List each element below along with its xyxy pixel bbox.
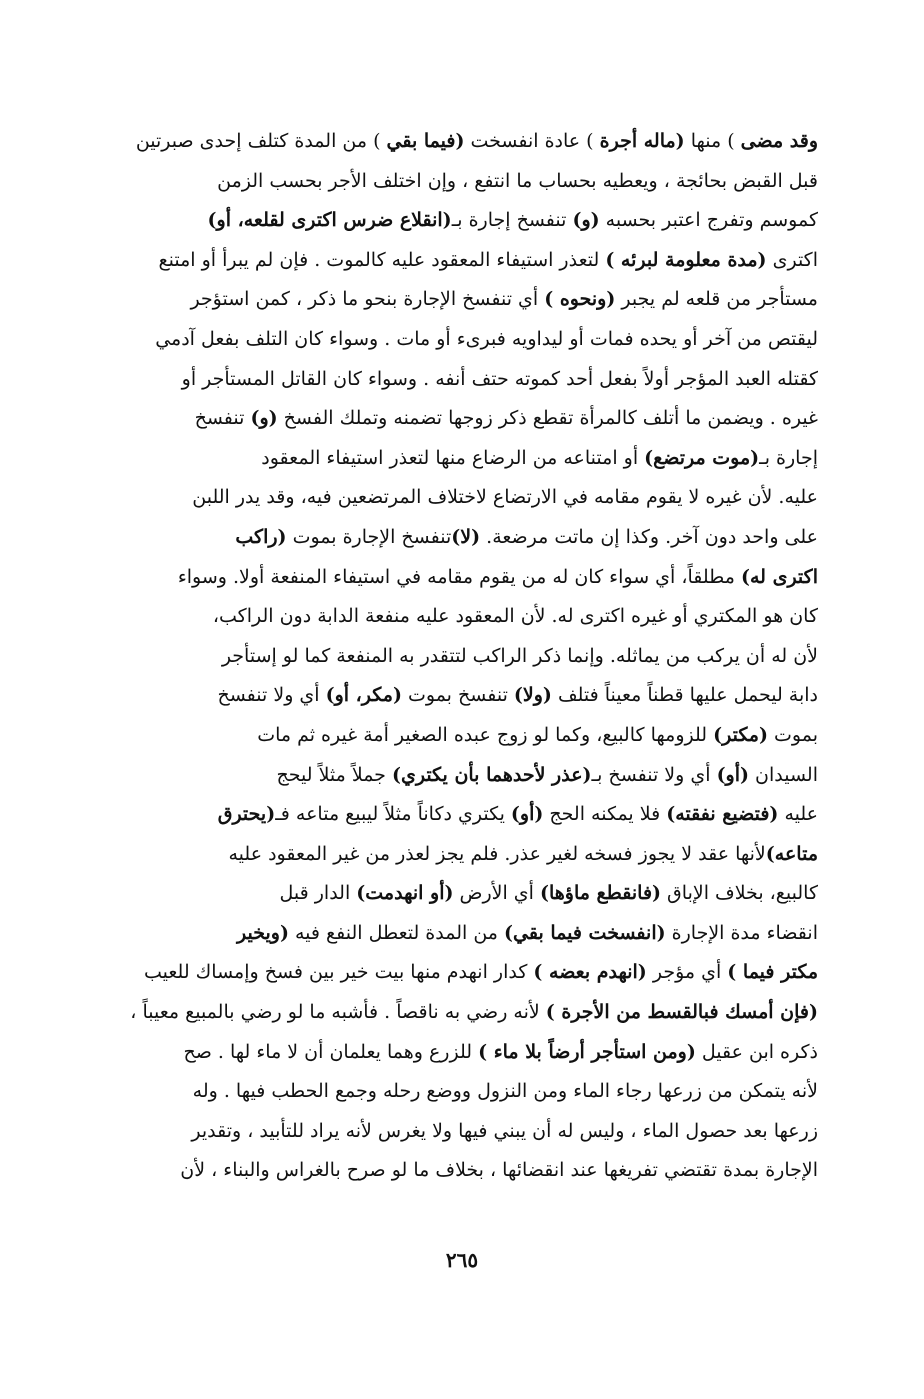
text-run: تنفسخ الإجارة بموت (286, 525, 452, 548)
text-line (118, 676, 818, 716)
text-run: إجارة بـ (759, 446, 818, 469)
text-run: أي ولا تنفسخ بـ (591, 763, 717, 786)
bold-phrase: (ومن استأجر أرضاً بلا ماء ) (478, 1040, 696, 1063)
bold-phrase: (فإن أمسك فبالقسط من الأجرة ) (545, 1001, 818, 1024)
text-line (118, 201, 818, 241)
bold-phrase: (ولا) (513, 684, 552, 707)
text-line (118, 122, 818, 162)
text-run: فلا يمكنه الحج (543, 803, 667, 826)
text-run: مستأجر من قلعه لم يجبر (615, 288, 818, 311)
text-run: انقضاء مدة الإجارة (665, 921, 818, 944)
bold-phrase: (أو) (716, 763, 749, 786)
bold-phrase: (موت مرتضع) (644, 446, 760, 469)
text-run: ) عادة انفسخت (464, 130, 600, 152)
text-line (118, 558, 818, 598)
bold-phrase: (أو انهدمت) (356, 882, 454, 905)
bold-phrase: اكترى له) (741, 565, 818, 588)
text-run: كقتله العبد المؤجر أولاً بفعل أحد كموته حتف أنفه . وسواء كان القاتل المستأجر أو (181, 367, 818, 390)
text-run: كدار انهدم منها بيت خير بين فسخ وإمساك للعيب (143, 961, 534, 984)
text-line (118, 478, 818, 518)
text-run: الإجارة بمدة تقتضي تفريغها عند انقضائها ، بخلاف ما لو صرح بالغراس والبناء ، لأن (180, 1159, 818, 1182)
bold-phrase: (فتضيع نفقته) (666, 803, 779, 826)
text-line (118, 1112, 818, 1152)
text-run: غيره . ويضمن ما أتلف كالمرأة تقطع ذكر زوجها تضمنه وتملك الفسخ (277, 407, 818, 430)
bold-phrase: (فانقطع ماؤها) (540, 882, 662, 905)
text-run: تنفسخ بموت (401, 684, 514, 707)
text-run: لأنه رضي به ناقصاً . فأشبه ما لو رضي بالمبيع معيباً ، (130, 1001, 546, 1024)
text-run: كموسم وتفرج اعتبر بحسبه (599, 209, 818, 232)
text-run: ) منها (684, 130, 741, 152)
text-run: عليه (778, 803, 818, 826)
text-line (118, 716, 818, 756)
text-line (118, 1072, 818, 1112)
text-run: السيدان (749, 763, 818, 786)
bold-phrase: (ماله أجرة (599, 130, 685, 152)
text-line (118, 953, 818, 993)
text-line (118, 914, 818, 954)
bold-phrase: (فيما بقي (386, 130, 465, 152)
body-text (118, 122, 818, 1232)
text-line (118, 874, 818, 914)
text-line (118, 162, 818, 202)
text-line (118, 993, 818, 1033)
text-line (118, 1151, 818, 1191)
text-line (118, 835, 818, 875)
text-run: دابة ليحمل عليها قطناً معيناً فتلف (551, 684, 818, 707)
text-run: أو امتناعه من الرضاع منها لتعذر استيفاء المعقود (261, 446, 645, 469)
text-run: لتعذر استيفاء المعقود عليه كالموت . فإن لم يبرأ أو امتنع (158, 248, 606, 271)
text-line (118, 637, 818, 677)
text-run: أي ولا تنفسخ (217, 684, 326, 707)
bold-phrase: (مكر، أو) (325, 684, 402, 707)
text-run: جملاً مثلاً ليحج (276, 763, 392, 786)
bold-phrase: (ويخير (237, 921, 289, 944)
text-run: أي تنفسخ الإجارة بنحو ما ذكر ، كمن استؤجر (190, 288, 545, 311)
text-line (118, 795, 818, 835)
text-run: للزومها كالبيع، وكما لو زوج عبده الصغير أمة غيره ثم مات (257, 723, 714, 746)
text-line (118, 439, 818, 479)
text-run: ) من المدة كتلف إحدى صبرتين (135, 130, 387, 152)
text-run: مطلقاً، أي سواء كان له من يقوم مقامه في استيفاء المنفعة أولا. وسواء (177, 565, 741, 588)
text-line (118, 241, 818, 281)
bold-phrase: (يحترق (217, 803, 276, 826)
text-line (118, 518, 818, 558)
text-run: تنفسخ (194, 407, 251, 430)
text-run: أي الأرض (453, 882, 540, 905)
text-line (118, 320, 818, 360)
text-run: من المدة لتعطل النفع فيه (288, 921, 505, 944)
text-run: ليقتص من آخر أو يحده فمات أو ليداويه فبرىء أو مات . وسواء كان التلف بفعل آدمي (155, 327, 818, 350)
bold-phrase: (و) (250, 407, 278, 430)
text-run: لأنها عقد لا يجوز فسخه لغير عذر. فلم يجز لعذر من غير المعقود عليه (228, 842, 766, 865)
text-run: عليه. لأن غيره لا يقوم مقامه في الارتضاع لاختلاف المرتضعين فيه، وقد يدر اللبن (192, 486, 818, 509)
text-line (118, 1033, 818, 1073)
bold-phrase: وقد مضى (740, 130, 818, 152)
text-run: لأن له أن يركب من يماثله. وإنما ذكر الراكب لتتقدر به المنفعة كما لو إستأجر (221, 644, 818, 667)
text-line (118, 280, 818, 320)
text-run: زرعها بعد حصول الماء ، وليس له أن يبني فيها ولا يغرس لأنه يراد للتأبيد ، وتقدير (191, 1119, 818, 1142)
bold-phrase: (ونحوه ) (544, 288, 616, 311)
text-line (118, 597, 818, 637)
bold-phrase: (لا) (451, 525, 481, 548)
text-line (118, 360, 818, 400)
bold-phrase: متاعه) (765, 842, 818, 865)
bold-phrase: (انهدم بعضه ) (533, 961, 647, 984)
bold-phrase: (راكب (235, 525, 287, 548)
bold-phrase: مكتر فيما ) (727, 961, 818, 984)
text-line (118, 756, 818, 796)
text-run: كان هو المكتري أو غيره اكترى له. لأن المعقود عليه منفعة الدابة دون الراكب، (212, 605, 818, 628)
text-run: اكترى (766, 248, 818, 271)
text-run: يكتري دكاناً مثلاً ليبيع متاعه فـ (275, 803, 511, 826)
text-run: قبل القبض بحائجة ، ويعطيه بحساب ما انتفع ، وإن اختلف الأجر بحسب الزمن (217, 169, 818, 192)
page-number: ٢٦٥ (445, 1248, 479, 1272)
text-run: ذكره ابن عقيل (695, 1040, 818, 1063)
text-run: بموت (767, 723, 818, 746)
text-run: أي مؤجر (646, 961, 728, 984)
bold-phrase: (عذر لأحدهما بأن يكتري) (391, 763, 592, 786)
bold-phrase: (أو) (510, 803, 544, 826)
text-run: على واحد دون آخر. وكذا إن ماتت مرضعة. (480, 525, 818, 548)
text-run: تنفسخ إجارة بـ (451, 209, 573, 232)
bold-phrase: (انفسخت فيما بقي) (504, 921, 666, 944)
text-line (118, 399, 818, 439)
bold-phrase: (و) (572, 209, 600, 232)
text-run: للزرع وهما يعلمان أن لا ماء لها . صح (183, 1040, 479, 1063)
bold-phrase: (مدة معلومة لبرئه ) (605, 248, 767, 271)
bold-phrase: (انقلاع ضرس اكترى لقلعه، أو) (207, 209, 452, 232)
text-run: لأنه يتمكن من زرعها رجاء الماء ومن النزول ووضع رحله وجمع الحطب فيها . وله (192, 1080, 818, 1103)
text-run: الدار قبل (279, 882, 357, 905)
bold-phrase: (مكتر) (713, 723, 768, 746)
text-run: كالبيع، بخلاف الإباق (661, 882, 818, 905)
